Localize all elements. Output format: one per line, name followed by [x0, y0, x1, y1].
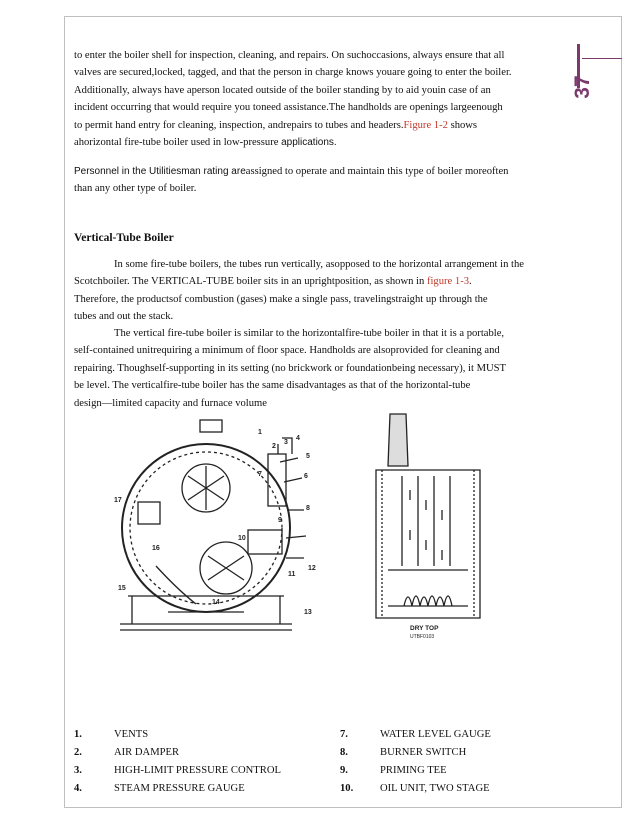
callout-17: 17 [114, 497, 122, 504]
para2-serif-text: assigned to operate and maintain this type of boiler moreoften [245, 166, 509, 177]
callout-15: 15 [118, 585, 126, 592]
callout-9: 9 [278, 517, 282, 524]
stack-flange [200, 420, 222, 432]
legend-label: STEAM PRESSURE GAUGE [114, 783, 245, 794]
figure-1-2-link[interactable]: Figure 1-2 [403, 119, 448, 131]
para1-line-6-end: applications. [281, 137, 337, 149]
callout-7: 7 [258, 471, 262, 478]
callout-14: 14 [212, 599, 220, 606]
para3-line-3: Therefore, the productsof combustion (gases) make a single pass, travelingstraight up through the [74, 293, 488, 305]
para1-line-3: Additionally, always have aperson located outside of the boiler standing by to aid youin case of an [74, 84, 491, 96]
legend-label: PRIMING TEE [380, 765, 447, 776]
figure-code-label: UTBF0103 [410, 634, 435, 640]
para1-line-6 [74, 134, 564, 151]
paragraph-3 [74, 256, 564, 326]
legend-label: WATER LEVEL GAUGE [380, 729, 491, 740]
legend-num: 2. [74, 747, 82, 758]
para4-line-1: The vertical fire-tube boiler is similar to the horizontalfire-tube boiler in that it is a portable, [114, 328, 505, 339]
para2-sans-text: Personnel in the Utilitiesman rating are [74, 166, 246, 177]
callout-16: 16 [152, 545, 160, 552]
para3-line-2 [74, 273, 564, 290]
paragraph-2 [74, 163, 564, 198]
legend-label: AIR DAMPER [114, 747, 180, 758]
legend-num: 7. [340, 729, 348, 740]
para1-line-1: to enter the boiler shell for inspection, cleaning, and repairs. On suchoccasions, always ensure that all [74, 50, 505, 61]
legend-right [340, 726, 491, 798]
para2-line-1 [74, 163, 564, 180]
callout-12: 12 [308, 565, 316, 572]
figure-horizontal-boiler [108, 418, 328, 650]
dry-top-label: DRY TOP [410, 625, 439, 632]
para2-line-2: than any other type of boiler. [74, 183, 197, 195]
para1-line-6-text: ahorizontal fire-tube boiler used in low-pressure [74, 137, 282, 149]
figure-1-3-link[interactable]: figure 1-3 [426, 276, 470, 288]
callout-10: 10 [238, 535, 246, 542]
legend-num: 1. [74, 729, 82, 740]
boiler-body [376, 470, 480, 618]
legend-item [74, 744, 281, 762]
legend-label: BURNER SWITCH [380, 747, 467, 758]
legend-item [340, 726, 491, 744]
paragraph-1 [74, 47, 564, 151]
para1-line-2: valves are secured,locked, tagged, and that the person in charge knows youare going to enter the boiler. [74, 67, 512, 79]
legend-num: 4. [74, 783, 82, 794]
oil-unit [248, 530, 282, 554]
legend-item [340, 744, 491, 762]
para1-line-5 [74, 117, 564, 134]
para3-line-4: tubes and out the stack. [74, 311, 174, 323]
legend-label: HIGH-LIMIT PRESSURE CONTROL [114, 765, 281, 776]
callout-3: 3 [284, 439, 288, 446]
legend-label: OIL UNIT, TWO STAGE [380, 783, 490, 794]
legend-num: 8. [340, 747, 348, 758]
para4-line-2: self-contained unitrequiring a minimum of floor space. Handholds are alsoprovided for cleaning and [74, 345, 500, 357]
figure-vertical-boiler [368, 410, 488, 640]
page-number: 37 [571, 75, 594, 99]
page-number-rule [582, 58, 622, 59]
legend-item [74, 726, 281, 744]
callout-1: 1 [258, 429, 262, 436]
callout-5: 5 [306, 453, 310, 460]
legend-num: 3. [74, 765, 82, 776]
legend-num: 9. [340, 765, 348, 776]
para1-line-5-end: shows [447, 119, 478, 131]
callout-8: 8 [306, 505, 310, 512]
fire-tubes [402, 476, 450, 566]
section-heading: Vertical-Tube Boiler [74, 232, 174, 244]
legend-left [74, 726, 281, 798]
para4-line-4: be level. The verticalfire-tube boiler has the same disadvantages as that of the horizontal-tube [74, 380, 471, 392]
para1-line-5-text: to permit hand entry for cleaning, inspection, andrepairs to tubes and headers. [74, 119, 404, 131]
para3-line-1: In some fire-tube boilers, the tubes run vertically, asopposed to the horizontal arrangement in the [114, 259, 524, 270]
nameplate [138, 502, 160, 524]
flames [404, 596, 452, 606]
para3-line-2-end: . [469, 276, 472, 288]
legend-label: VENTS [114, 729, 149, 740]
para4-line-5: design—limited capacity and furnace volume [74, 397, 267, 409]
callout-11: 11 [288, 571, 296, 578]
callout-13: 13 [304, 609, 312, 616]
para1-line-4: incident occurring that would require you toneed assistance.The handholds are openings largeenough [74, 102, 503, 114]
legend-item [340, 780, 491, 798]
paragraph-4 [74, 325, 564, 412]
callout-4: 4 [296, 435, 300, 442]
legend-item [340, 762, 491, 780]
legend-item [74, 762, 281, 780]
stack [388, 414, 408, 466]
para3-line-2-text: Scotchboiler. The VERTICAL-TUBE boiler sits in an uprightposition, as shown in [74, 276, 427, 288]
callout-6: 6 [304, 473, 308, 480]
para4-line-3: repairing. Thoughself-supporting in its setting (no brickwork or foundationbeing necessary), it MUST [74, 362, 507, 374]
callout-2: 2 [272, 443, 276, 450]
legend-num: 10. [340, 783, 354, 794]
legend-item [74, 780, 281, 798]
